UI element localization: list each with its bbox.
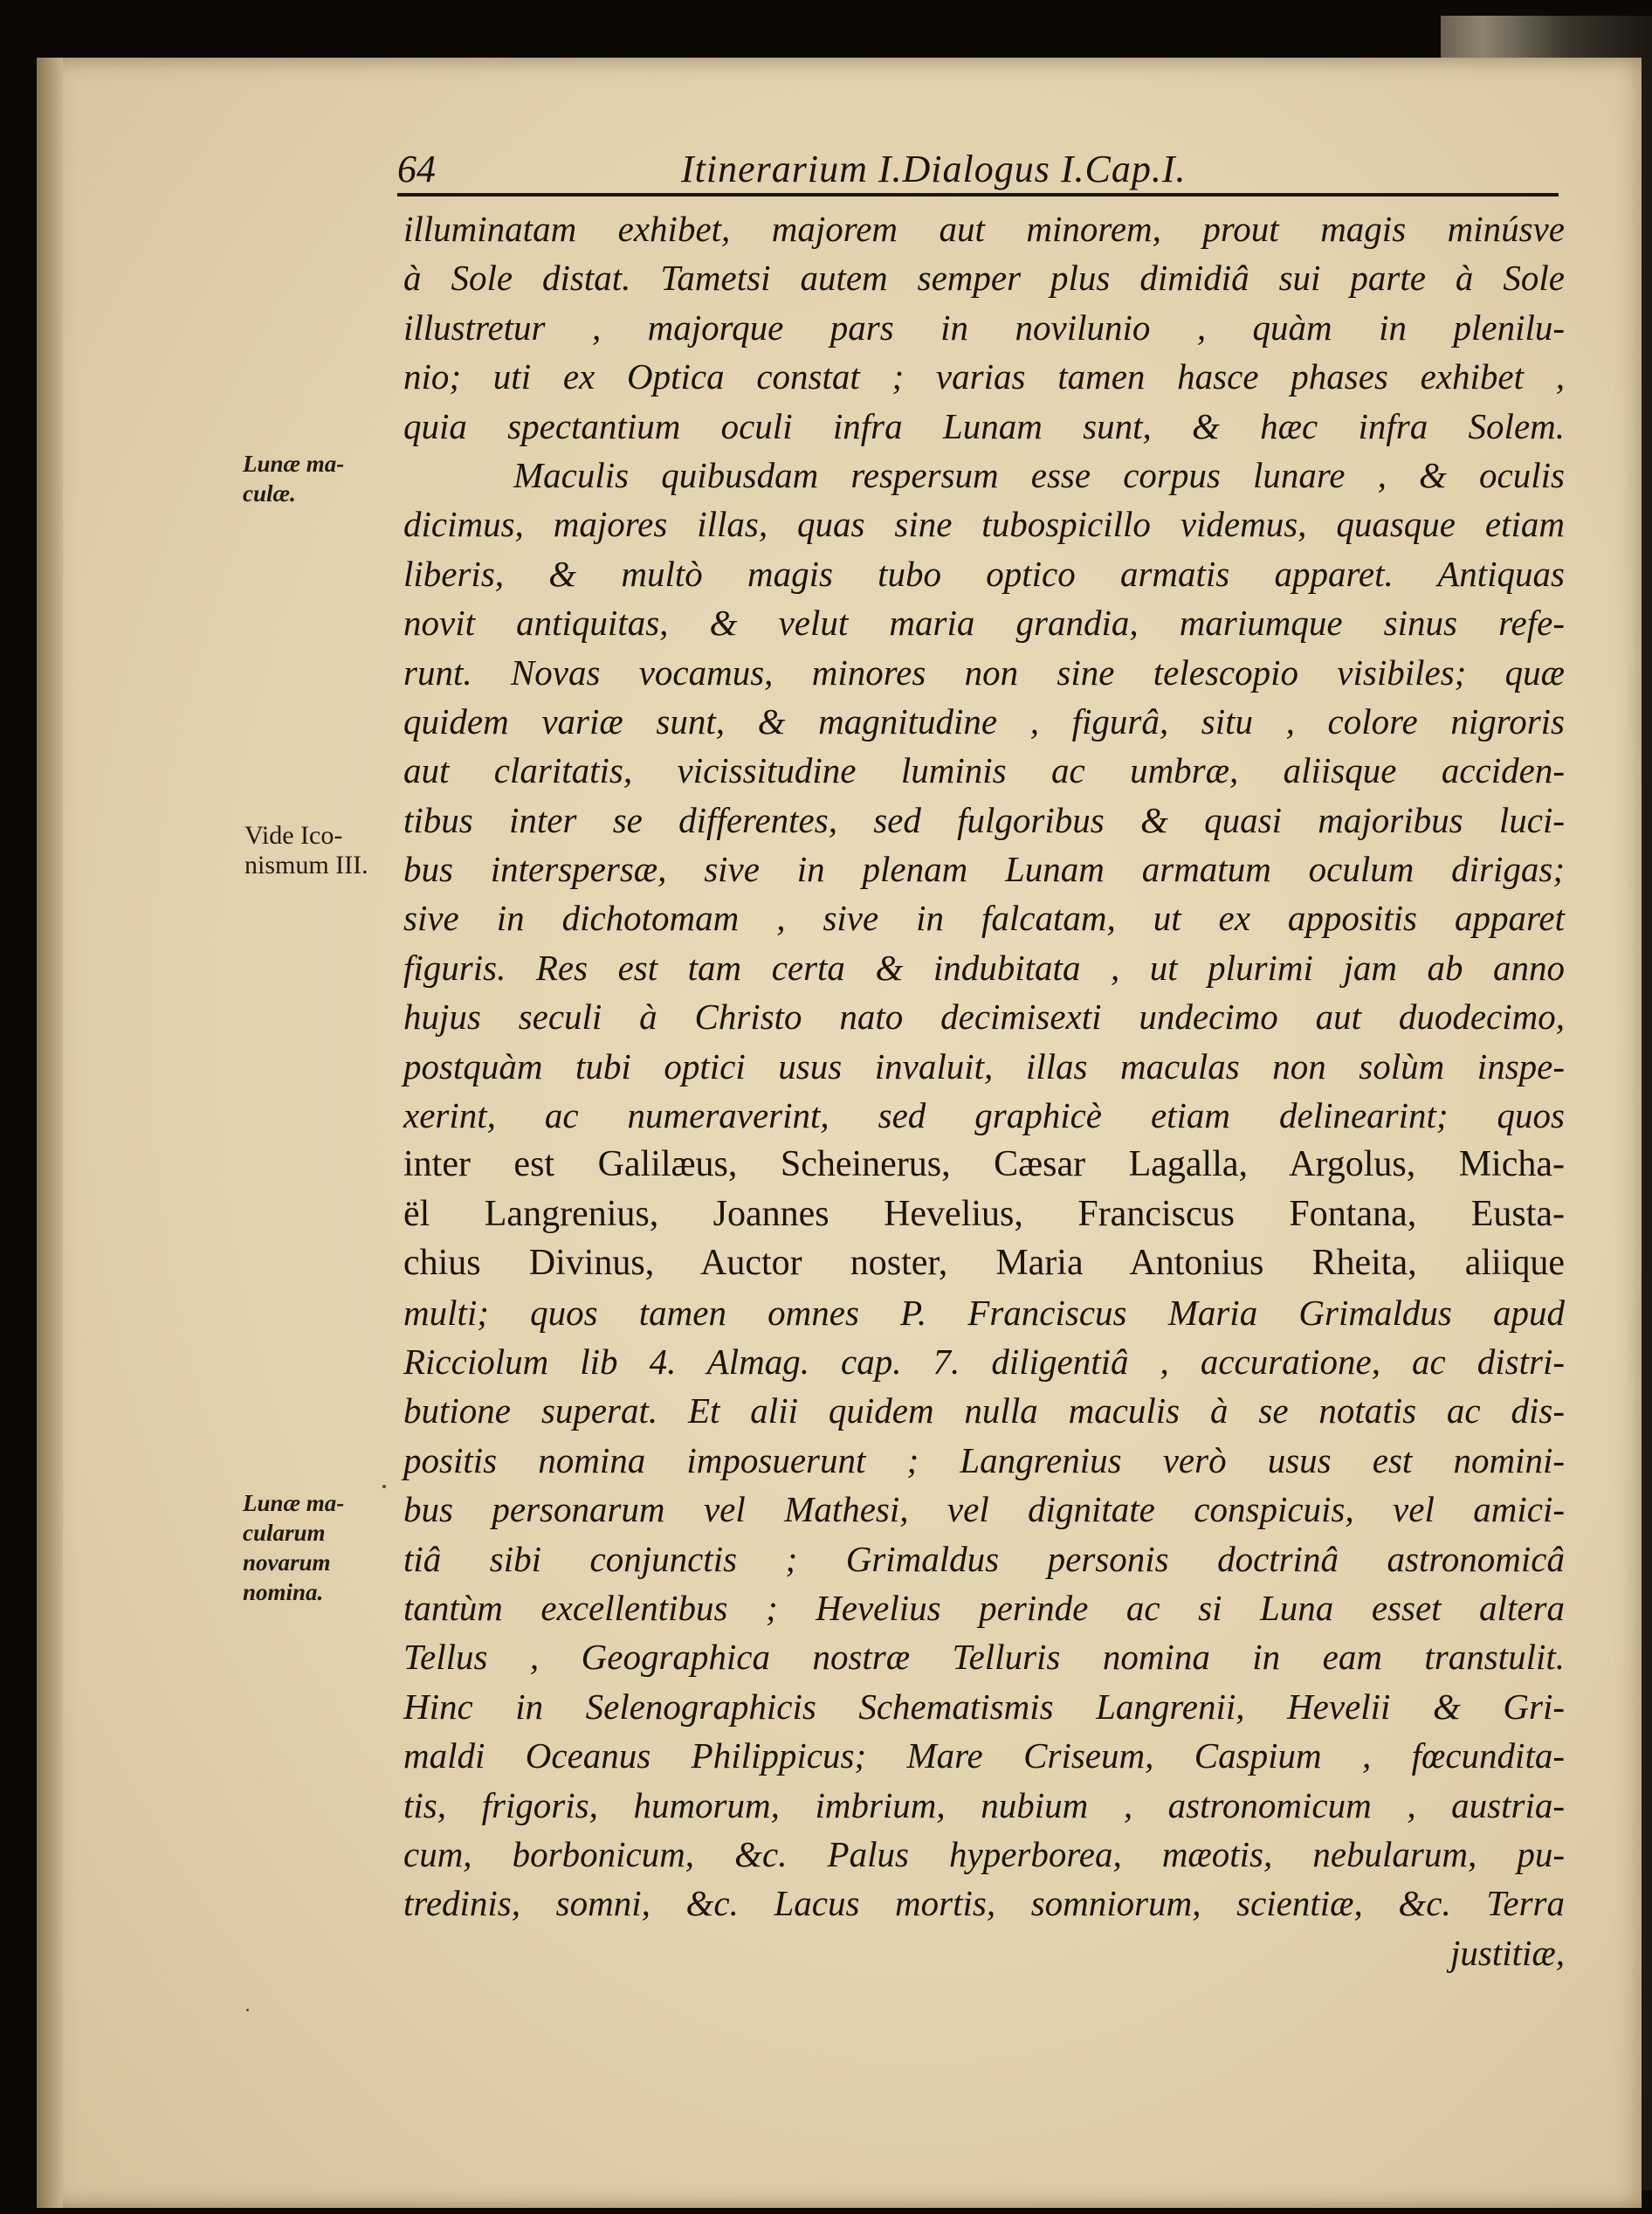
text-line: illustretur , majorque pars in novilunio , quàm in plenilu- (403, 307, 1565, 348)
text-line: bus interspersæ, sive in plenam Lunam armatum oculum dirigas; (403, 849, 1565, 890)
text-line: bus personarum vel Mathesi, vel dignitate conspicuis, vel amici- (403, 1489, 1565, 1530)
text-line: sive in dichotomam , sive in falcatam, ut ex appositis apparet (403, 898, 1565, 939)
text-line: inter est Galilæus, Scheinerus, Cæsar Lagalla, Argolus, Micha- (403, 1144, 1565, 1185)
text-line: Hinc in Selenographicis Schematismis Langrenii, Hevelii & Gri- (403, 1686, 1565, 1727)
catchword: justitiæ, (1449, 1932, 1565, 1973)
paper-speck (382, 1485, 386, 1488)
margin-note-vide-iconismum (244, 821, 402, 880)
margin-note-line: Lunæ ma- (243, 1490, 345, 1516)
text-line: multi; quos tamen omnes P. Franciscus Maria Grimaldus apud (403, 1292, 1565, 1333)
body-text (403, 204, 1565, 1977)
text-line: tis, frigoris, humorum, imbrium, nubium , astronomicum , austria- (403, 1784, 1565, 1825)
margin-note-line: culæ. (243, 480, 296, 507)
text-line: ël Langrenius, Joannes Hevelius, Franciscus Fontana, Eusta- (403, 1193, 1565, 1234)
text-line: illuminatam exhibet, majorem aut minorem, prout magis minúsve (403, 209, 1565, 249)
text-line: runt. Novas vocamus, minores non sine telescopio visibiles; quæ (403, 652, 1565, 693)
margin-note-line: cularum (243, 1520, 326, 1546)
text-line: Maculis quibusdam respersum esse corpus lunare , & oculis (513, 454, 1565, 495)
text-line: quia spectantium oculi infra Lunam sunt, & hæc infra Solem. (403, 405, 1565, 446)
text-line: novit antiquitas, & velut maria grandia, mariumque sinus refe- (403, 603, 1565, 644)
margin-note-line: Vide Ico- (244, 821, 343, 850)
text-line: cum, borbonicum, &c. Palus hyperborea, mæotis, nebularum, pu- (403, 1833, 1565, 1874)
text-line: hujus seculi à Christo nato decimisexti undecimo aut duodecimo, (403, 997, 1565, 1038)
text-line: tibus inter se differentes, sed fulgoribus & quasi majoribus luci- (403, 799, 1565, 840)
text-line: tiâ sibi conjunctis ; Grimaldus personis doctrinâ astronomicâ (403, 1538, 1565, 1579)
page-header (397, 147, 1559, 190)
text-line: tredinis, somni, &c. Lacus mortis, somniorum, scientiæ, &c. Terra (403, 1883, 1565, 1924)
text-line: positis nomina imposuerunt ; Langrenius verò usus est nomini- (403, 1439, 1565, 1480)
text-line: à Sole distat. Tametsi autem semper plus dimidiâ sui parte à Sole (403, 258, 1565, 299)
margin-note-line: nismum III. (244, 851, 368, 879)
header-rule (397, 193, 1559, 197)
margin-note-line: nomina. (243, 1579, 324, 1605)
text-line: butione superat. Et alii quidem nulla maculis à se notatis ac dis- (403, 1390, 1565, 1431)
text-line: figuris. Res est tam certa & indubitata , ut plurimi jam ab anno (403, 947, 1565, 988)
paper-speck (246, 2009, 249, 2011)
margin-note-line: novarum (243, 1549, 331, 1576)
text-line: chius Divinus, Auctor noster, Maria Antonius Rheita, aliique (403, 1243, 1565, 1284)
page-number: 64 (397, 148, 436, 190)
text-line: dicimus, majores illas, quas sine tubospicillo videmus, quasque etiam (403, 504, 1565, 545)
text-line: Tellus , Geographica nostræ Telluris nomina in eam transtulit. (403, 1637, 1565, 1678)
text-line: quidem variæ sunt, & magnitudine , figurâ, situ , colore nigroris (403, 700, 1565, 741)
page-gutter (37, 58, 63, 2208)
running-head: Itinerarium I.Dialogus I.Cap.I. (681, 148, 1187, 190)
text-line: postquàm tubi optici usus invaluit, illas maculas non solùm inspe- (403, 1045, 1565, 1086)
text-line: nio; uti ex Optica constat ; varias tamen hasce phases exhibet , (403, 356, 1565, 397)
text-line: maldi Oceanus Philippicus; Mare Criseum, Caspium , fœcundita- (403, 1735, 1565, 1776)
text-line: xerint, ac numeraverint, sed graphicè etiam delinearint; quos (403, 1095, 1565, 1136)
text-line: tantùm excellentibus ; Hevelius perinde ac si Luna esset altera (403, 1587, 1565, 1628)
text-line: liberis, & multò magis tubo optico armatis apparet. Antiquas (403, 553, 1565, 594)
margin-note-lunae-maculae (243, 449, 400, 508)
text-line: Ricciolum lib 4. Almag. cap. 7. diligentiâ , accuratione, ac distri- (403, 1341, 1565, 1382)
margin-note-line: Lunæ ma- (243, 451, 345, 477)
text-line: aut claritatis, vicissitudine luminis ac umbræ, aliisque acciden- (403, 750, 1565, 791)
margin-note-nomina (243, 1488, 400, 1607)
